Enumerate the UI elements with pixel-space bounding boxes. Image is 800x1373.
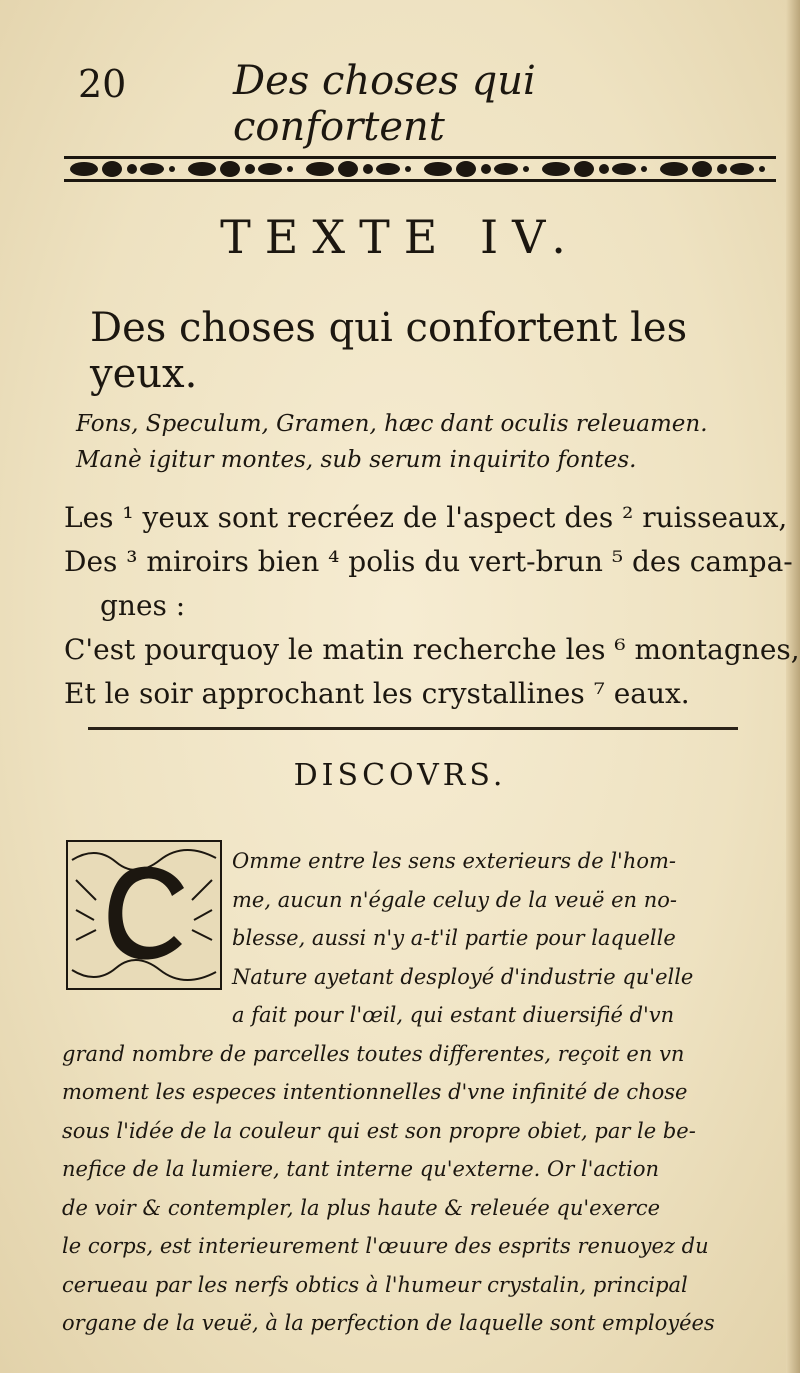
discours-body	[62, 842, 742, 1343]
page-number: 20	[78, 62, 127, 106]
body-line: moment les especes intentionnelles d'vne infinité de chose	[62, 1080, 688, 1104]
ornament-band	[64, 148, 776, 190]
body-line: sous l'idée de la couleur qui est son propre obiet, par le be-	[62, 1118, 696, 1143]
french-line: C'est pourquoy le matin recherche les ⁶ montagnes,	[64, 633, 800, 666]
body-line: cerueau par les nerfs obtics à l'humeur crystalin, principal	[62, 1272, 688, 1297]
horizontal-rule	[88, 727, 738, 730]
body-line: de voir & contempler, la plus haute & releuée qu'exerce	[62, 1195, 661, 1220]
body-line: organe de la veuë, à la perfection de laquelle sont employées	[62, 1311, 715, 1335]
running-title: Des choses qui confortent	[233, 58, 536, 150]
fleuron-ornament-icon	[64, 148, 776, 190]
latin-line: Manè igitur montes, sub serum inquirito fontes.	[76, 447, 637, 473]
french-line: Et le soir approchant les crystallines ⁷ eaux.	[64, 677, 690, 710]
french-line: gnes :	[100, 589, 186, 622]
body-line: le corps, est interieurement l'œuure des esprits renuoyez du	[62, 1234, 709, 1258]
body-line: me, aucun n'égale celuy de la veuë en no-	[232, 887, 677, 912]
french-line: Des ³ miroirs bien ⁴ polis du vert-brun ⁵ des campa-	[64, 545, 793, 578]
body-line: Nature ayetant desployé d'industrie qu'elle	[232, 964, 694, 989]
latin-line: Fons, Speculum, Gramen, hæc dant oculis releuamen.	[76, 411, 708, 437]
body-line: nefice de la lumiere, tant interne qu'externe. Or l'action	[62, 1157, 660, 1181]
french-line: Les ¹ yeux sont recréez de l'aspect des ² ruisseaux,	[64, 501, 788, 534]
page-header	[78, 58, 758, 150]
body-line: blesse, aussi n'y a-t'il partie pour laquelle	[232, 926, 676, 950]
french-verse	[64, 496, 800, 716]
body-line: grand nombre de parcelles toutes differentes, reçoit en vn	[62, 1041, 685, 1066]
verse-title: Des choses qui confortent les yeux.	[90, 305, 688, 397]
section-heading: TEXTE IV.	[220, 210, 580, 264]
discours-heading: DISCOVRS.	[293, 758, 507, 793]
body-line: a fait pour l'œil, qui estant diuersifié d'vn	[232, 1003, 675, 1027]
latin-verse	[76, 406, 708, 478]
body-line: Omme entre les sens exterieurs de l'hom-	[232, 849, 677, 873]
